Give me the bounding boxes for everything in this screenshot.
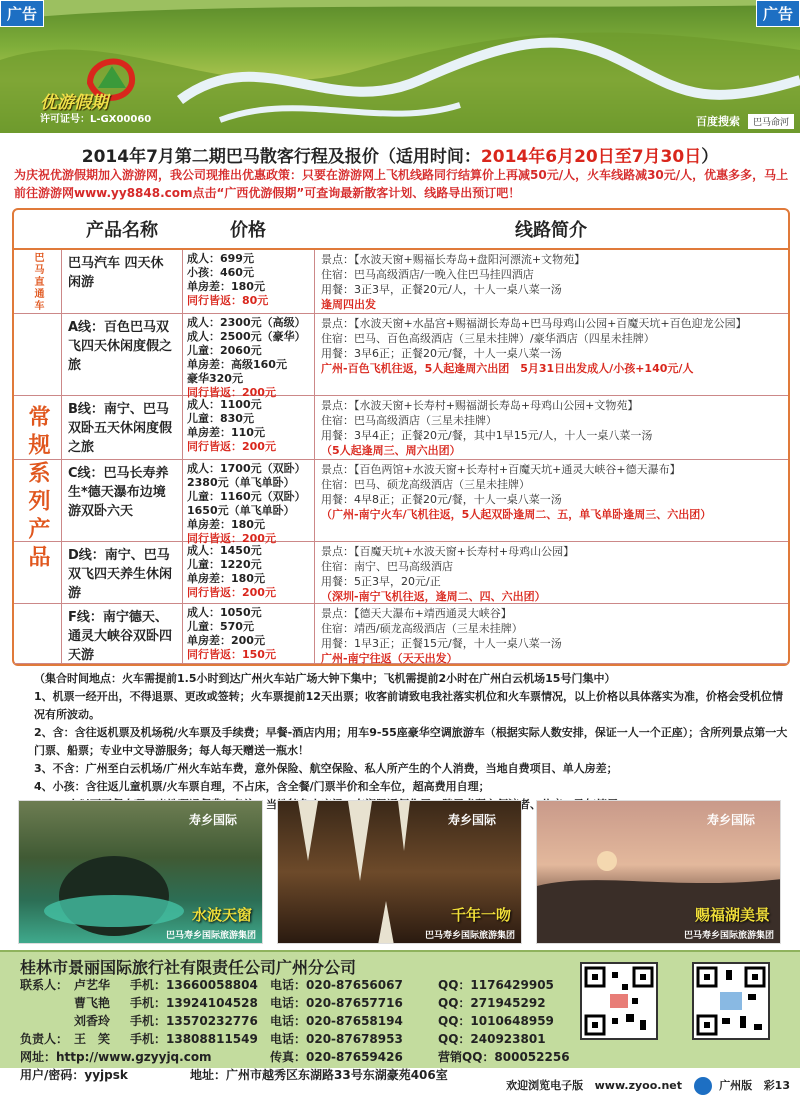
photo-brand: 寿乡国际 [448,813,497,827]
contact-qq[interactable]: QQ：1010648959 [438,1014,554,1028]
product-name: D线：南宁、巴马双飞四天养生休闲游 [68,548,173,601]
note-2: 2、含：含往返机票及机场税/火车票及手续费；早餐-酒店内用；用车9-55座豪华空调旅游车（根据实际人数安排，保证一人一个正座）；含所列景点第一大门票、船票；专业中文导游服务；每人每天赠送一瓶水！ [34,726,788,757]
search-tag: 巴马命河 [748,114,794,129]
agent-return: 同行皆返：200元 [187,440,276,453]
price-line: 豪华320元 [187,372,243,385]
desc-line: 景点：【百魔天坑+水波天窗+长寿村+母鸡山公园】 [321,545,575,558]
price-line: 儿童：570元 [187,620,254,633]
desc-line: 用餐：3正3早，正餐20元/人，十人一桌八菜一汤 [321,283,562,296]
contact-qq[interactable]: QQ：1176429905 [438,978,554,992]
photo-brand: 寿乡国际 [189,813,238,827]
price-line: 成人：1700元（双卧） [187,462,306,475]
photo-shuibo [18,800,263,944]
photo-title: 水波天窗 [191,906,252,924]
price-line: 单房差：110元 [187,426,265,439]
price-line: 2380元（单飞单卧） [187,476,295,489]
website-link[interactable]: 网址：http://www.gzyyjq.com [20,1050,212,1064]
contact-role [20,994,74,1012]
header-description: 线路简介 [314,210,788,250]
edition-label: 广州版 [719,1079,753,1092]
site-link[interactable]: www.zyoo.net [594,1079,683,1092]
price-line: 成人：1100元 [187,398,262,411]
qr-code-icon [692,962,770,1040]
desc-line: 景点：【百色两馆+水波天窗+长寿村+百魔天坑+通灵大峡谷+德天瀑布】 [321,463,681,476]
price-line: 成人：699元 [187,252,254,265]
product-name: 巴马汽车 四天休闲游 [68,256,164,290]
category-regular: 常规系列产品 [14,314,62,664]
price-cell [182,604,314,664]
desc-line: 用餐：3早4正；正餐20元/餐，其中1早15元/人，十人一桌八菜一汤 [321,429,653,442]
note-1: 1、机票一经开出，不得退票、更改或签转；火车票提前12天出票；收客前请致电我社落实机位和火车票情况，以上价格以具体落实为准，价格会受机位情况有所波动。 [34,690,783,721]
photo-strip [18,800,782,944]
note-0: （集合时间地点：火车需提前1.5小时到达广州火车站广场大钟下集中；飞机需提前2小时在广州白云机场15号门集中） [34,672,616,685]
price-line: 单房差：200元 [187,634,265,647]
qr-code-icon [580,962,658,1040]
contact-mobile[interactable]: 手机：13570232776 [130,1014,258,1028]
contact-name: 王 笑 [74,1032,111,1046]
title-prefix: 2014年7月第二期巴马散客行程及报价（适用时间： [81,147,481,167]
table-row [14,250,788,314]
contact-role [20,1012,74,1030]
desc-line: 住宿：巴马、硕龙高级酒店（三星未挂牌） [321,478,530,491]
agent-return: 同行皆返：150元 [187,648,276,661]
price-cell [182,396,314,460]
login-info: 用户/密码：yyjpsk [20,1068,128,1082]
contact-footer [0,950,800,1082]
contact-phone[interactable]: 电话：020-87656067 [270,978,403,992]
terms-notes [34,670,790,814]
note-3: 3、不含：广州至白云机场/广州火车站车费，意外保险、航空保险、私人所产生的个人消费，当地自费项目、单人房差； [34,762,618,775]
price-line: 单房差：180元 [187,572,265,585]
agent-return: 同行皆返：80元 [187,294,269,307]
header-product-name: 产品名称 [62,210,182,250]
category-direct: 巴马直通车 [14,250,62,314]
desc-line: 住宿：靖西/硕龙高级酒店（三星未挂牌） [321,622,523,635]
desc-line: 用餐：5正3早，20元/正 [321,575,441,588]
contact-name: 刘香玲 [74,1014,111,1028]
contact-mobile[interactable]: 手机：13924104528 [130,996,258,1010]
note-4: 4、小孩：含往返儿童机票/火车票自理，不占床，含全餐/门票半价和全车位，超高费用自理； [34,780,490,793]
departure-info: 广州-南宁往返（天天出发） [321,652,458,665]
promo-notice: 为庆祝优游假期加入游游网，我公司现推出优惠政策：只要在游游网上飞机线路同行结算价上再减50元/人，火车线路减30元/人，优惠多多，马上前往游游网www.yy8848.com点击“广西优游假期”可查询最新散客计划、线路导出预订吧！ [14,168,789,200]
price-line: 成人：1450元 [187,544,262,557]
photo-foot: 巴马寿乡国际旅游集团 [165,931,256,941]
photo-foot: 巴马寿乡国际旅游集团 [424,931,515,941]
route-description [314,542,788,604]
blue-circle-icon [694,1077,712,1095]
product-name: C线：巴马长寿养生*德天瀑布边境游双卧六天 [68,466,169,519]
price-line: 1650元（单飞单卧） [187,504,295,517]
ad-label-left: 广告 [0,0,44,27]
header-blank [14,210,62,250]
price-cell [182,460,314,545]
desc-line: 景点：【水波天窗+长寿村+赐福湖长寿岛+母鸡山公园+文物苑】 [321,399,639,412]
company-name: 桂林市景丽国际旅行社有限责任公司广州分公司 [20,958,357,977]
table-row [14,542,788,604]
baidu-search-label: 百度搜索 [696,115,740,128]
contact-list [20,976,570,1084]
contact-mobile[interactable]: 手机：13660058804 [130,978,258,992]
contact-row [20,1030,570,1048]
route-description [314,250,788,314]
photo-title: 千年一吻 [450,906,511,924]
photo-foot: 巴马寿乡国际旅游集团 [683,931,774,941]
desc-line: 住宿：巴马高级酒店/一晚入住巴马挂四酒店 [321,268,534,281]
desc-line: 用餐：3早6正；正餐20元/餐，十人一桌八菜一汤 [321,347,562,360]
product-name: B线：南宁、巴马双卧五天休闲度假之旅 [68,402,173,455]
contact-name: 曹飞艳 [74,996,111,1010]
desc-line: 景点：【德天大瀑布+靖西通灵大峡谷】 [321,607,512,620]
address: 地址：广州市越秀区东湖路33号东湖豪苑406室 [190,1068,448,1082]
price-line: 单房差：180元 [187,518,265,531]
header-price: 价格 [182,210,314,250]
agent-return: 同行皆返：200元 [187,532,276,545]
price-table [12,208,790,666]
desc-line: 景点：【水波天窗+赐福长寿岛+盘阳河漂流+文物苑】 [321,253,586,266]
bottom-bar [0,1072,800,1100]
price-line: 儿童：830元 [187,412,254,425]
departure-info: 逢周四出发 [321,298,376,311]
contact-name: 卢艺华 [74,978,111,992]
route-description [314,604,788,664]
brand-name: 优游假期 [40,93,108,113]
contact-phone[interactable]: 电话：020-87658194 [270,1014,403,1028]
departure-info: （深圳-南宁飞机往返，逢周二、四、六出团） [321,590,546,603]
price-cell [182,542,314,604]
price-line: 儿童：2060元 [187,344,262,357]
photo-brand: 寿乡国际 [707,813,756,827]
table-row [14,396,788,460]
route-description [314,314,788,396]
price-line: 单房差：高级160元 [187,358,287,371]
desc-line: 住宿：巴马高级酒店（三星未挂牌） [321,414,497,427]
route-description [314,396,788,460]
product-name: F线：南宁德天、通灵大峡谷双卧四天游 [68,610,173,663]
license-number: 许可证号：L-GX00060 [40,114,152,125]
price-line: 小孩：460元 [187,266,254,279]
top-banner [0,0,800,133]
contact-row [20,994,570,1012]
price-line: 单房差：180元 [187,280,265,293]
contact-phone[interactable]: 电话：020-87678953 [270,1032,403,1046]
contact-row [20,1048,570,1066]
contact-qq[interactable]: QQ：240923801 [438,1032,546,1046]
table-row [14,314,788,399]
route-description [314,460,788,542]
desc-line: 用餐：4早8正；正餐20元/餐，十人一桌八菜一汤 [321,493,562,506]
agent-return: 同行皆返：200元 [187,386,276,399]
price-line: 儿童：1220元 [187,558,262,571]
price-line: 儿童：1160元（双卧） [187,490,306,503]
price-cell [182,250,314,314]
contact-qq[interactable]: QQ：271945292 [438,996,546,1010]
photo-cifu-lake [536,800,781,944]
price-line: 成人：1050元 [187,606,262,619]
fax: 传真：020-87659426 [270,1050,403,1064]
desc-line: 住宿：南宁、巴马高级酒店 [321,560,453,573]
departure-info: 广州-百色飞机往返，5人起逢周六出团 5月31日出发成人/小孩+140元/人 [321,362,694,375]
photo-kiss [277,800,522,944]
agent-return: 同行皆返：200元 [187,586,276,599]
table-row [14,604,788,664]
photo-title: 赐福湖美景 [694,906,770,924]
marketing-qq[interactable]: 营销QQ：800052256 [438,1050,570,1064]
departure-info: （5人起逢周三、周六出团） [321,444,461,457]
ad-label-right: 广告 [756,0,800,27]
contact-row [20,976,570,994]
price-line: 成人：2500元（豪华） [187,330,306,343]
desc-line: 用餐：1早3正；正餐15元/餐，十人一桌八菜一汤 [321,637,562,650]
departure-info: （广州-南宁火车/飞机往返，5人起双卧逢周二、五，单飞单卧逢周三、六出团） [321,508,712,521]
price-cell [182,314,314,399]
title-date-range: 2014年6月20日至7月30日 [480,147,702,167]
title-suffix: ） [701,147,719,167]
welcome-text: 欢迎浏览电子版 [506,1079,584,1092]
product-name: A线：百色巴马双飞四天休闲度假之旅 [68,320,173,373]
contact-mobile[interactable]: 手机：13808811549 [130,1032,258,1046]
desc-line: 景点：【水波天窗+水晶宫+赐福湖长寿岛+巴马母鸡山公园+百魔天坑+百色迎龙公园】 [321,317,747,330]
contact-role: 负责人： [20,1032,69,1046]
contact-role: 联系人： [20,978,69,992]
contact-row [20,1012,570,1030]
contact-phone[interactable]: 电话：020-87657716 [270,996,403,1010]
page-number: 彩13 [763,1079,790,1092]
page-title [0,142,800,167]
desc-line: 住宿：巴马、百色高级酒店（三星未挂牌）/豪华酒店（四星未挂牌） [321,332,655,345]
price-line: 成人：2300元（高级） [187,316,306,329]
